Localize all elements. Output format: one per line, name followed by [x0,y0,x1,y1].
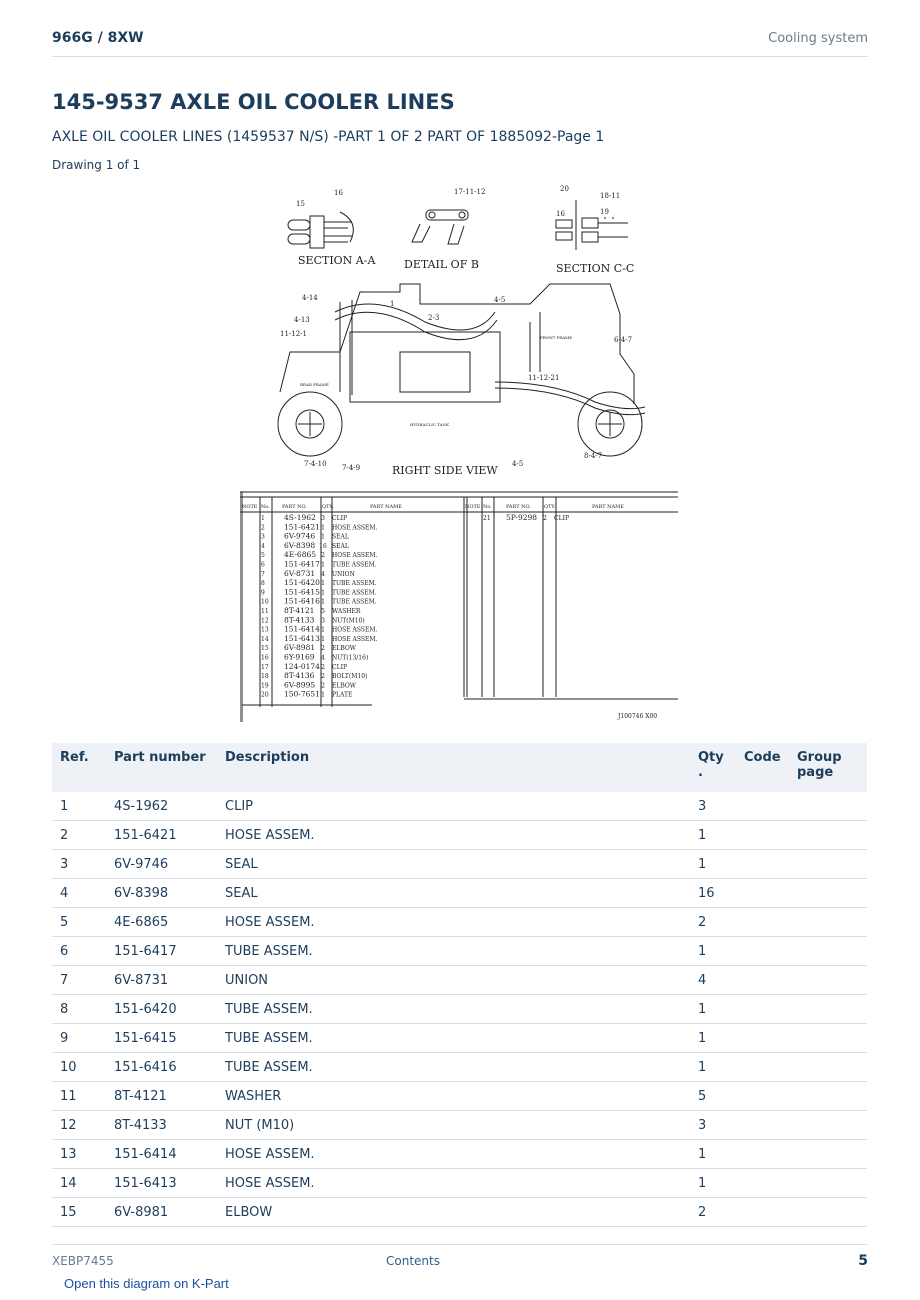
list-qty: 5 [321,608,325,615]
list-no: 21 [483,515,491,522]
ref-cell: 7 [52,966,106,995]
label-4-5: 4-5 [494,296,506,304]
qty-cell: 5 [690,1082,736,1111]
group-page-cell [789,879,867,908]
part-number-cell: 151-6420 [106,995,217,1024]
label-2-3: 2-3 [428,314,440,322]
table-row [52,850,867,879]
detail-b-drawing [412,210,468,244]
code-cell [736,1082,789,1111]
svg-text:No.: No. [483,504,492,510]
code-cell [736,879,789,908]
code-cell [736,792,789,821]
table-row [52,995,867,1024]
list-part-no: 124-0174 [284,661,320,671]
code-cell [736,821,789,850]
label-20: 20 [560,185,569,193]
col-ref: Ref. [52,743,106,792]
svg-text:No.: No. [261,504,270,510]
list-part-name: TUBE ASSEM. [332,589,377,597]
rear-frame-label: REAR FRAME [300,382,329,387]
list-qty: 3 [321,515,325,522]
list-part-name: NUT(13/16) [332,654,369,662]
list-part-no: 8T-4133 [284,615,315,625]
diagram-list-rows [261,513,569,699]
list-part-name: ELBOW [332,682,356,690]
description-cell: TUBE ASSEM. [217,995,690,1024]
part-number-cell: 8T-4133 [106,1111,217,1140]
list-part-no: 151-6420 [284,578,320,588]
list-part-no: 6Y-9169 [284,652,315,662]
list-part-no: 151-6413 [284,633,320,643]
list-qty: 3 [321,617,325,625]
description-cell: HOSE ASSEM. [217,1140,690,1169]
table-row [52,908,867,937]
list-part-name: WASHER [332,608,361,615]
group-page-cell [789,1111,867,1140]
group-page-cell [789,850,867,879]
list-qty: 2 [321,682,325,690]
qty-cell: 1 [690,821,736,850]
qty-cell: 1 [690,850,736,879]
label-19: 19 [600,208,609,216]
list-qty: 1 [321,561,325,569]
page-number: 5 [858,1253,868,1269]
list-part-no: 151-6417 [284,559,320,569]
list-part-name: UNION [332,570,355,578]
group-page-cell [789,1053,867,1082]
ref-cell: 5 [52,908,106,937]
list-qty: 4 [321,654,325,662]
qty-cell: 1 [690,1140,736,1169]
label-4-14: 4-14 [302,294,318,302]
list-qty: 2 [321,663,325,671]
list-part-name: TUBE ASSEM. [332,561,377,569]
code-cell [736,1111,789,1140]
group-page-cell [789,995,867,1024]
list-part-name: HOSE ASSEM. [332,626,378,634]
list-part-name: HOSE ASSEM. [332,552,378,560]
group-page-cell [789,1024,867,1053]
list-qty: 1 [321,580,325,588]
list-no: 5 [261,552,265,560]
qty-cell: 1 [690,1024,736,1053]
list-part-no: 4S-1962 [284,513,316,522]
table-row [52,792,867,821]
list-no: 12 [261,617,269,625]
ref-cell: 12 [52,1111,106,1140]
list-part-name: CLIP [332,515,347,522]
list-part-name: NUT(M10) [332,617,365,625]
list-no: 4 [261,542,265,550]
label-4-5b: 4-5 [512,460,524,468]
ref-cell: 11 [52,1082,106,1111]
svg-text:PART NO.: PART NO. [506,504,531,510]
col-code: Code [736,743,789,792]
list-part-name: SEAL [332,533,349,541]
list-no: 17 [261,663,269,671]
list-part-name: PLATE [332,691,353,699]
label-17-11-12: 17-11-12 [454,188,486,196]
description-cell: CLIP [217,792,690,821]
label-6-4-7: 6-4-7 [614,336,633,344]
description-cell: TUBE ASSEM. [217,1024,690,1053]
description-cell: UNION [217,966,690,995]
svg-text:PART NO.: PART NO. [282,504,307,510]
qty-cell: 3 [690,792,736,821]
list-part-name: SEAL [332,542,349,550]
code-cell [736,1053,789,1082]
ref-cell: 6 [52,937,106,966]
code-cell [736,1024,789,1053]
list-part-no: 5P-9298 [506,513,538,522]
list-no: 19 [261,682,269,690]
list-qty: 2 [321,552,325,560]
list-part-no: 4E-6865 [284,550,317,560]
description-cell: SEAL [217,850,690,879]
front-frame-label: FRONT FRAME [540,335,573,340]
label-1: 1 [390,300,395,308]
group-page-cell [789,1082,867,1111]
label-16b: 16 [556,210,565,218]
list-no: 20 [261,691,269,699]
list-no: 10 [261,598,269,606]
label-15: 15 [296,200,305,208]
label-11-12-1: 11-12-1 [280,330,307,338]
part-number-cell: 151-6413 [106,1169,217,1198]
qty-cell: 4 [690,966,736,995]
part-number-cell: 6V-9746 [106,850,217,879]
drawing-code: J100746 X00 [618,713,658,720]
description-cell: HOSE ASSEM. [217,821,690,850]
page-header [52,26,868,57]
parts-table-body [52,792,867,1227]
list-qty: 2 [543,515,547,522]
svg-text:PART NAME: PART NAME [370,504,402,510]
qty-cell: 2 [690,908,736,937]
group-page-cell [789,1198,867,1227]
group-page-cell [789,908,867,937]
part-number-cell: 151-6421 [106,821,217,850]
section-cc-label: SECTION C-C [556,262,635,275]
list-no: 6 [261,561,265,569]
ref-cell: 3 [52,850,106,879]
document-id: XEBP7455 [52,1254,114,1268]
list-qty: 4 [321,570,325,578]
ref-cell: 14 [52,1169,106,1198]
ref-cell: 13 [52,1140,106,1169]
part-number-cell: 6V-8981 [106,1198,217,1227]
part-number-cell: 151-6415 [106,1024,217,1053]
description-cell: HOSE ASSEM. [217,1169,690,1198]
list-qty: 1 [321,533,325,541]
qty-cell: 2 [690,1198,736,1227]
ref-cell: 1 [52,792,106,821]
qty-cell: 1 [690,1169,736,1198]
list-part-no: 151-6415 [284,587,320,597]
group-page-cell [789,1169,867,1198]
label-8-4-7: 8-4-7 [584,452,603,460]
diagram-list-headers [242,504,624,510]
svg-text:QTY.: QTY. [322,504,334,510]
table-row [52,1024,867,1053]
label-11-12-21: 11-12-21 [528,374,560,382]
group-page-cell [789,1140,867,1169]
table-row [52,966,867,995]
list-part-name: CLIP [554,515,569,522]
ref-cell: 10 [52,1053,106,1082]
col-qty: Qty . [690,743,736,792]
page-footer [52,1244,868,1275]
list-no: 11 [261,608,269,615]
contents-link[interactable]: Contents [386,1254,440,1268]
table-row [52,1053,867,1082]
list-part-no: 150-7651 [284,689,320,699]
list-part-no: 8T-4136 [284,671,315,681]
table-row [52,1169,867,1198]
code-cell [736,1198,789,1227]
table-row [52,1111,867,1140]
list-qty: 1 [321,524,325,532]
list-part-name: HOSE ASSEM. [332,524,378,532]
group-page-cell [789,937,867,966]
qty-cell: 1 [690,937,736,966]
list-part-name: CLIP [332,663,347,671]
list-no: 2 [261,524,265,532]
list-part-name: TUBE ASSEM. [332,598,377,606]
parts-table-header-row [52,743,867,792]
col-part-number: Part number [106,743,217,792]
list-part-no: 6V-8981 [284,643,316,653]
table-row [52,1140,867,1169]
description-cell: HOSE ASSEM. [217,908,690,937]
code-cell [736,908,789,937]
page-subtitle: AXLE OIL COOLER LINES (1459537 N/S) -PART 1 OF 2 PART OF 1885092-Page 1 [52,129,605,145]
list-part-no: 6V-8398 [284,540,316,550]
part-number-cell: 8T-4121 [106,1082,217,1111]
machine-model: 966G / 8XW [52,30,144,46]
label-16: 16 [334,189,343,197]
description-cell: ELBOW [217,1198,690,1227]
code-cell [736,1169,789,1198]
list-part-no: 6V-9746 [284,531,316,541]
list-no: 8 [261,580,265,588]
parts-diagram [240,182,680,726]
ref-cell: 9 [52,1024,106,1053]
parts-table [52,743,867,1227]
code-cell [736,966,789,995]
part-number-cell: 6V-8731 [106,966,217,995]
list-part-no: 151-6414 [284,624,320,634]
label-7-4-10: 7-4-10 [304,460,327,468]
list-qty: 16 [319,542,327,550]
list-part-name: BOLT(M10) [332,673,368,681]
list-qty: 1 [321,589,325,597]
group-page-cell [789,792,867,821]
open-kpart-link[interactable]: Open this diagram on K-Part [64,1276,229,1291]
part-number-cell: 4S-1962 [106,792,217,821]
list-part-name: HOSE ASSEM. [332,635,378,643]
description-cell: TUBE ASSEM. [217,1053,690,1082]
section-aa-drawing [288,212,353,248]
list-no: 18 [261,673,269,681]
label-7-4-9: 7-4-9 [342,464,361,472]
list-no: 1 [261,515,265,522]
page-title: 145-9537 AXLE OIL COOLER LINES [52,90,455,114]
col-description: Description [217,743,690,792]
list-qty: 2 [321,673,325,681]
list-qty: 1 [321,635,325,643]
ref-cell: 8 [52,995,106,1024]
code-cell [736,1140,789,1169]
svg-text:NOTE: NOTE [465,504,481,510]
ref-cell: 4 [52,879,106,908]
table-row [52,1082,867,1111]
section-name: Cooling system [768,31,868,46]
right-side-view-label: RIGHT SIDE VIEW [392,464,498,477]
list-qty: 1 [321,626,325,634]
list-part-name: ELBOW [332,645,356,653]
label-18-11: 18-11 [600,192,621,200]
qty-cell: 1 [690,1053,736,1082]
drawing-count: Drawing 1 of 1 [52,158,141,172]
group-page-cell [789,966,867,995]
section-aa-label: SECTION A-A [298,254,376,267]
description-cell: NUT (M10) [217,1111,690,1140]
list-qty: 2 [321,645,325,653]
list-part-no: 8T-4121 [284,606,315,615]
table-row [52,1198,867,1227]
qty-cell: 3 [690,1111,736,1140]
description-cell: SEAL [217,879,690,908]
list-part-name: TUBE ASSEM. [332,580,377,588]
part-number-cell: 151-6416 [106,1053,217,1082]
code-cell [736,850,789,879]
list-no: 14 [261,635,269,643]
right-side-view-drawing [278,284,645,456]
table-row [52,937,867,966]
part-number-cell: 151-6417 [106,937,217,966]
svg-text:QTY.: QTY. [544,504,556,510]
list-part-no: 6V-8731 [284,568,316,578]
col-group-page: Group page [789,743,867,792]
svg-text:PART NAME: PART NAME [592,504,624,510]
label-4-13: 4-13 [294,316,310,324]
list-no: 3 [261,533,265,541]
table-row [52,879,867,908]
list-no: 16 [261,654,269,662]
qty-cell: 16 [690,879,736,908]
code-cell [736,937,789,966]
list-no: 9 [261,589,265,597]
list-no: 15 [261,645,269,653]
table-row [52,821,867,850]
ref-cell: 2 [52,821,106,850]
list-qty: 1 [321,691,325,699]
code-cell [736,995,789,1024]
ref-cell: 15 [52,1198,106,1227]
part-number-cell: 6V-8398 [106,879,217,908]
list-qty: 1 [321,598,325,606]
list-part-no: 6V-8995 [284,680,316,690]
list-no: 13 [261,626,269,634]
detail-b-label: DETAIL OF B [404,258,479,271]
list-part-no: 151-6421 [284,522,320,532]
list-part-no: 151-6416 [284,596,320,606]
group-page-cell [789,821,867,850]
list-no: 7 [261,570,265,578]
part-number-cell: 151-6414 [106,1140,217,1169]
description-cell: WASHER [217,1082,690,1111]
hydraulic-tank-label: HYDRAULIC TANK [410,422,450,427]
part-number-cell: 4E-6865 [106,908,217,937]
section-cc-drawing [556,200,628,250]
description-cell: TUBE ASSEM. [217,937,690,966]
svg-text:NOTE: NOTE [242,504,258,510]
qty-cell: 1 [690,995,736,1024]
